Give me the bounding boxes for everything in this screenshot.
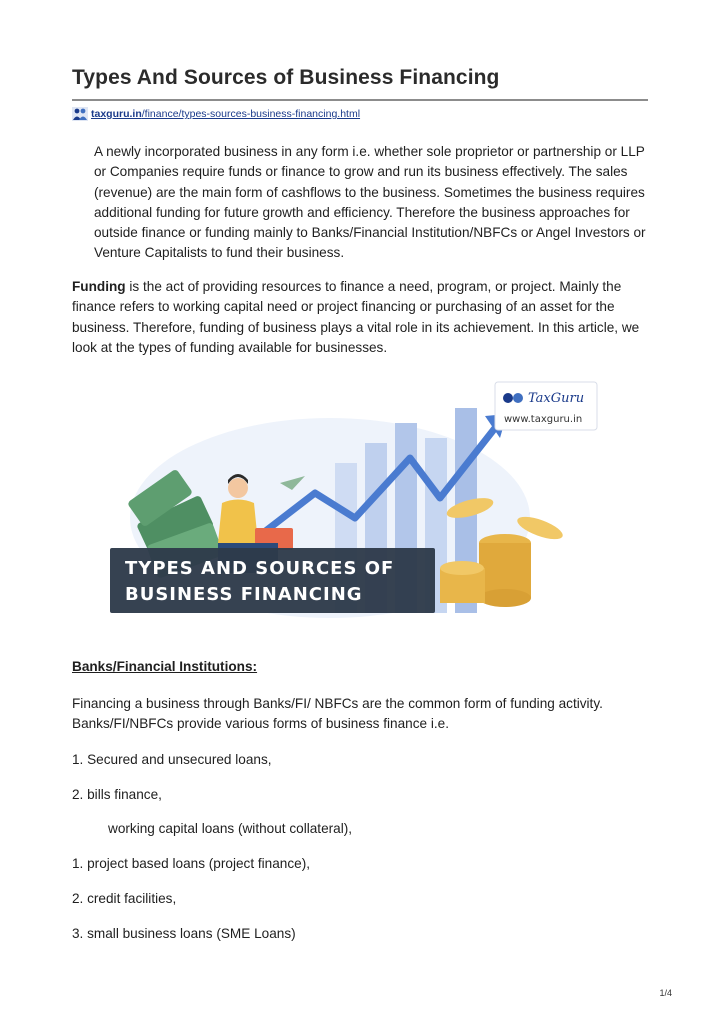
list-item: 1. project based loans (project finance), — [72, 856, 311, 871]
taxguru-logo-icon — [72, 107, 88, 121]
source-link-row — [72, 106, 360, 122]
taxguru-brand-badge — [495, 382, 597, 430]
brand-name: TaxGuru — [528, 391, 585, 406]
list-item: working capital loans (without collateral), — [108, 821, 353, 836]
funding-term: Funding — [72, 279, 126, 294]
page-number: 1/4 — [659, 988, 672, 998]
banner-title-line1: TYPES AND SOURCES OF — [125, 558, 395, 579]
title-divider — [72, 99, 648, 101]
list-item: 1. Secured and unsecured loans, — [72, 752, 272, 767]
list-item: 2. bills finance, — [72, 787, 162, 802]
funding-text: is the act of providing resources to finance a need, program, or project. Mainly the finance refers to working capital need or project financing or purchasing of an asset for the business. Therefore, funding of business plays a vital role in its achievement. In this article, we look at the types of funding available for businesses. — [72, 279, 640, 355]
source-url-link[interactable]: taxguru.in/finance/types-sources-business-financing.html — [91, 108, 361, 120]
brand-url: www.taxguru.in — [504, 414, 583, 425]
article-banner-image — [100, 368, 610, 628]
banner-title-line2: BUSINESS FINANCING — [125, 584, 363, 605]
intro-paragraph — [72, 142, 648, 264]
section-heading: Banks/Financial Institutions: — [72, 659, 258, 674]
intro-text: A newly incorporated business in any form i.e. whether sole proprietor or partnership or LLP or Companies require funds or finance to grow and run its business effectively. The sales (revenue) are the main form of cashflows to the business. Sometimes the business requires additional funding for future growth and efficiency. Therefore the business approaches for outside finance or funding mainly to Banks/Financial Institution/NBFCs or Angel Investors or Venture Capitalists to fund their business. — [94, 144, 646, 261]
funding-paragraph — [72, 277, 648, 358]
list-item: 3. small business loans (SME Loans) — [72, 926, 296, 941]
list-item: 2. credit facilities, — [72, 891, 177, 906]
page-title: Types And Sources of Business Financing — [72, 66, 500, 89]
section-paragraph: Financing a business through Banks/FI/ NBFCs are the common form of funding activity. Banks/FI/NBFCs provide various forms of business finance i.e. — [72, 696, 603, 732]
